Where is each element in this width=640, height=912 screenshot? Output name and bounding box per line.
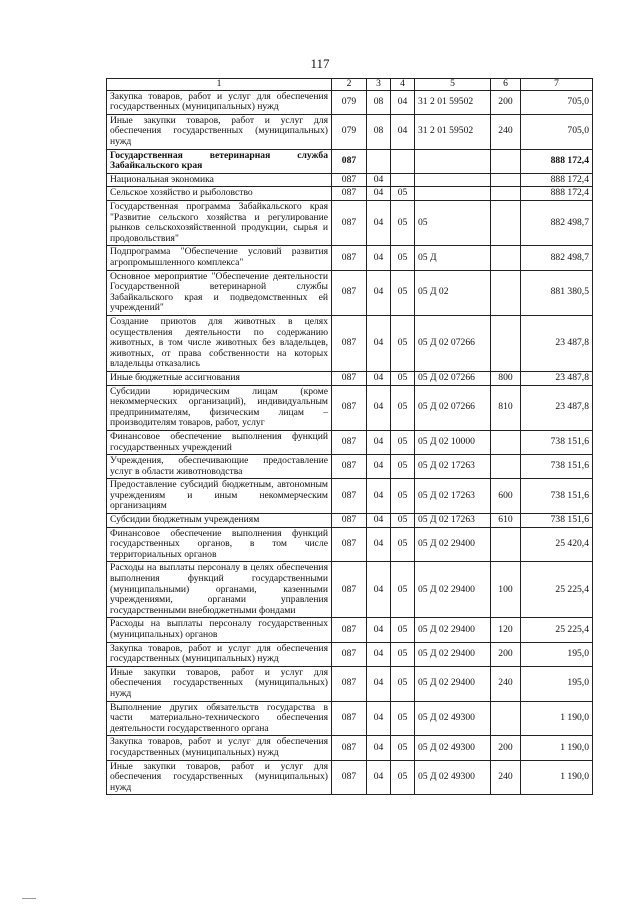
table-row [107,371,593,385]
section-code: 04 [367,736,391,760]
amount: 1 190,0 [521,760,593,795]
section-code: 04 [367,315,391,371]
amount: 738 151,6 [521,514,593,528]
department-code: 087 [332,173,367,187]
department-code: 087 [332,455,367,479]
amount: 23 487,8 [521,315,593,371]
department-code: 087 [332,385,367,430]
expense-type-code: 200 [491,642,521,666]
subsection-code: 05 [391,514,415,528]
table-row [107,760,593,795]
header-col-1: 1 [107,79,332,91]
expense-type-code: 200 [491,90,521,114]
subsection-code: 05 [391,200,415,245]
item-name: Национальная экономика [107,173,332,187]
amount: 25 420,4 [521,527,593,562]
target-article-code: 05 Д 02 10000 [415,430,491,454]
department-code: 087 [332,187,367,201]
amount: 1 190,0 [521,701,593,736]
subsection-code: 05 [391,701,415,736]
item-name: Подпрограмма "Обеспечение условий развития агропромышленного комплекса" [107,246,332,270]
target-article-code: 31 2 01 59502 [415,90,491,114]
target-article-code: 05 Д 02 17263 [415,514,491,528]
item-name: Иные закупки товаров, работ и услуг для обеспечения государственных (муниципальных) нужд [107,114,332,149]
subsection-code: 05 [391,270,415,315]
target-article-code: 05 Д 02 07266 [415,315,491,371]
department-code: 079 [332,114,367,149]
subsection-code [391,173,415,187]
section-code: 04 [367,385,391,430]
department-code: 079 [332,90,367,114]
department-code: 087 [332,315,367,371]
department-code: 087 [332,642,367,666]
header-col-2: 2 [332,79,367,91]
section-code: 08 [367,90,391,114]
target-article-code: 05 Д 02 49300 [415,701,491,736]
table-row [107,90,593,114]
section-code: 04 [367,200,391,245]
item-name: Сельское хозяйство и рыболовство [107,187,332,201]
department-code: 087 [332,527,367,562]
expense-type-code: 810 [491,385,521,430]
expense-type-code: 240 [491,666,521,701]
expense-type-code [491,455,521,479]
subsection-code: 05 [391,455,415,479]
expense-type-code [491,701,521,736]
subsection-code: 05 [391,430,415,454]
target-article-code [415,173,491,187]
page-number: 117 [310,56,330,71]
item-name: Выполнение других обязательств государства в части материально-технического обеспечения деятельности государственного органа [107,701,332,736]
department-code: 087 [332,666,367,701]
subsection-code: 04 [391,114,415,149]
amount: 195,0 [521,642,593,666]
item-name: Иные закупки товаров, работ и услуг для обеспечения государственных (муниципальных) нужд [107,666,332,701]
subsection-code: 05 [391,479,415,514]
expense-type-code: 240 [491,114,521,149]
item-name: Закупка товаров, работ и услуг для обеспечения государственных (муниципальных) нужд [107,642,332,666]
expense-type-code [491,173,521,187]
section-code: 04 [367,701,391,736]
table-header-row [107,79,593,91]
expense-type-code [491,187,521,201]
item-name: Субсидии юридическим лицам (кроме некоммерческих организаций), индивидуальным предпринимателям, физическим лицам – производителям товаров, работ, услуг [107,385,332,430]
section-code: 04 [367,479,391,514]
expense-type-code [491,430,521,454]
expense-type-code: 200 [491,736,521,760]
section-code: 04 [367,270,391,315]
table-row [107,736,593,760]
department-code: 087 [332,479,367,514]
subsection-code: 05 [391,666,415,701]
table-row [107,385,593,430]
subsection-code: 05 [391,736,415,760]
subsection-code: 05 [391,187,415,201]
header-col-4: 4 [391,79,415,91]
section-code [367,149,391,173]
item-name: Закупка товаров, работ и услуг для обеспечения государственных (муниципальных) нужд [107,736,332,760]
header-col-5: 5 [415,79,491,91]
section-code: 04 [367,562,391,618]
header-col-3: 3 [367,79,391,91]
table-row [107,455,593,479]
department-code: 087 [332,149,367,173]
expense-type-code: 120 [491,618,521,642]
subsection-code: 05 [391,385,415,430]
department-code: 087 [332,430,367,454]
item-name: Закупка товаров, работ и услуг для обеспечения государственных (муниципальных) нужд [107,90,332,114]
section-code: 04 [367,246,391,270]
section-code: 04 [367,371,391,385]
target-article-code: 05 Д 02 29400 [415,527,491,562]
amount: 888 172,4 [521,149,593,173]
amount: 195,0 [521,666,593,701]
budget-table [106,78,593,795]
table-row [107,479,593,514]
table-body [107,90,593,795]
section-code: 04 [367,173,391,187]
subsection-code [391,149,415,173]
scan-mark [22,898,36,899]
amount: 888 172,4 [521,187,593,201]
amount: 738 151,6 [521,430,593,454]
table-row [107,642,593,666]
subsection-code: 05 [391,315,415,371]
department-code: 087 [332,200,367,245]
target-article-code: 05 Д 02 49300 [415,760,491,795]
expense-type-code [491,149,521,173]
table-row [107,618,593,642]
department-code: 087 [332,618,367,642]
table-row [107,527,593,562]
section-code: 04 [367,430,391,454]
target-article-code: 05 Д 02 07266 [415,371,491,385]
subsection-code: 05 [391,760,415,795]
expense-type-code [491,527,521,562]
amount: 705,0 [521,114,593,149]
item-name: Расходы на выплаты персоналу в целях обеспечения выполнения функций государственными (муниципальными) органами, казенными учреждениями, органами управления государственными внебюджетными фондами [107,562,332,618]
amount: 705,0 [521,90,593,114]
department-code: 087 [332,246,367,270]
expense-type-code: 600 [491,479,521,514]
target-article-code: 05 Д 02 07266 [415,385,491,430]
expense-type-code: 610 [491,514,521,528]
expense-type-code [491,270,521,315]
subsection-code: 05 [391,618,415,642]
item-name: Основное мероприятие "Обеспечение деятельности Государственной ветеринарной службы Забайкальского края и подведомственных ей учреждений" [107,270,332,315]
table-row [107,270,593,315]
item-name: Государственная ветеринарная служба Забайкальского края [107,149,332,173]
target-article-code: 05 Д 02 17263 [415,479,491,514]
amount: 881 380,5 [521,270,593,315]
department-code: 087 [332,371,367,385]
table-row [107,430,593,454]
table-row [107,701,593,736]
item-name: Субсидии бюджетным учреждениям [107,514,332,528]
target-article-code: 05 Д 02 29400 [415,666,491,701]
table-row [107,200,593,245]
subsection-code: 05 [391,642,415,666]
item-name: Иные закупки товаров, работ и услуг для обеспечения государственных (муниципальных) нужд [107,760,332,795]
subsection-code: 05 [391,246,415,270]
section-code: 04 [367,666,391,701]
target-article-code: 05 Д 02 29400 [415,618,491,642]
department-code: 087 [332,736,367,760]
department-code: 087 [332,270,367,315]
target-article-code: 05 Д [415,246,491,270]
target-article-code: 31 2 01 59502 [415,114,491,149]
department-code: 087 [332,760,367,795]
item-name: Создание приютов для животных в целях осуществления деятельности по содержанию животных, в том числе животных без владельцев, животных, от права собственности на которых владельцы отказались [107,315,332,371]
item-name: Иные бюджетные ассигнования [107,371,332,385]
target-article-code: 05 [415,200,491,245]
amount: 25 225,4 [521,562,593,618]
section-code: 04 [367,514,391,528]
table-row [107,315,593,371]
amount: 882 498,7 [521,200,593,245]
expense-type-code [491,200,521,245]
table-row [107,114,593,149]
amount: 882 498,7 [521,246,593,270]
section-code: 04 [367,187,391,201]
amount: 1 190,0 [521,736,593,760]
expense-type-code: 240 [491,760,521,795]
amount: 738 151,6 [521,479,593,514]
department-code: 087 [332,562,367,618]
section-code: 04 [367,527,391,562]
expense-type-code [491,315,521,371]
expense-type-code: 800 [491,371,521,385]
target-article-code [415,149,491,173]
table-row [107,187,593,201]
target-article-code [415,187,491,201]
item-name: Финансовое обеспечение выполнения функций государственных органов, в том числе территориальных органов [107,527,332,562]
table-row [107,173,593,187]
header-col-7: 7 [521,79,593,91]
table-row [107,246,593,270]
target-article-code: 05 Д 02 49300 [415,736,491,760]
amount: 23 487,8 [521,371,593,385]
section-code: 04 [367,455,391,479]
item-name: Расходы на выплаты персоналу государственных (муниципальных) органов [107,618,332,642]
target-article-code: 05 Д 02 29400 [415,642,491,666]
item-name: Финансовое обеспечение выполнения функций государственных учреждений [107,430,332,454]
item-name: Предоставление субсидий бюджетным, автономным учреждениям и иным некоммерческим организациям [107,479,332,514]
department-code: 087 [332,514,367,528]
expense-type-code: 100 [491,562,521,618]
section-code: 04 [367,760,391,795]
target-article-code: 05 Д 02 17263 [415,455,491,479]
item-name: Государственная программа Забайкальского края "Развитие сельского хозяйства и регулирование рынков сельскохозяйственной продукции, сырья и продовольствия" [107,200,332,245]
table-row [107,666,593,701]
target-article-code: 05 Д 02 [415,270,491,315]
subsection-code: 04 [391,90,415,114]
amount: 23 487,8 [521,385,593,430]
subsection-code: 05 [391,371,415,385]
section-code: 08 [367,114,391,149]
subsection-code: 05 [391,527,415,562]
item-name: Учреждения, обеспечивающие предоставление услуг в области животноводства [107,455,332,479]
target-article-code: 05 Д 02 29400 [415,562,491,618]
table-row [107,149,593,173]
expense-type-code [491,246,521,270]
amount: 25 225,4 [521,618,593,642]
amount: 888 172,4 [521,173,593,187]
section-code: 04 [367,618,391,642]
amount: 738 151,6 [521,455,593,479]
section-code: 04 [367,642,391,666]
subsection-code: 05 [391,562,415,618]
table-row [107,562,593,618]
header-col-6: 6 [491,79,521,91]
department-code: 087 [332,701,367,736]
table-row [107,514,593,528]
